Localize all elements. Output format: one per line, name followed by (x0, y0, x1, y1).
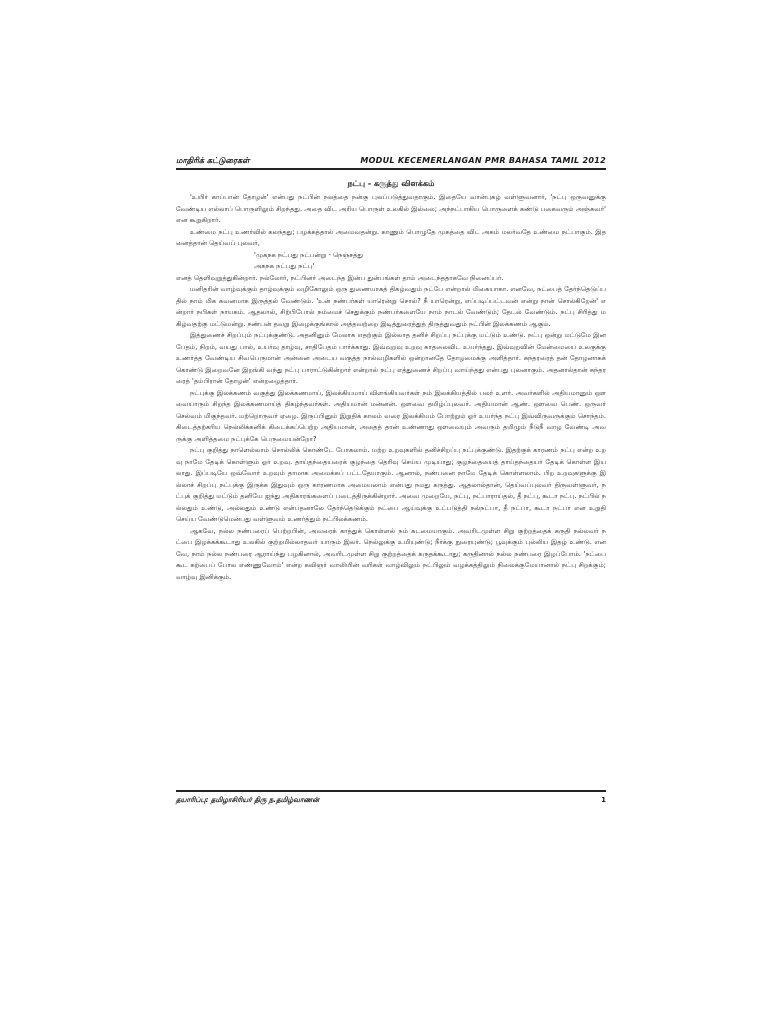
footer-rule (176, 790, 606, 792)
essay-body (176, 192, 606, 583)
paragraph: நட்புக்கு இலக்கணம் வகுத்து இலக்கணமாய், இலக்கியமாய் விளங்கியவர்கள் நம் இலக்கியத்தில் பலர் உளர். அவர்களில் அதியமானும் ஔவையாரும் சிறந்த இலக்கணமாய்த் திகழ்ந்தவர்கள். அதியமான் மன்னன். ஔவை தமிழ்ப்புலவர். அதியமான் ஆண். ஔவை பெண். ஒருவர் செல்வம் மிகுந்தவர். மற்றொருவர் ஏழை. இருப்பினும் இறுதிக் காலம் வரை இலக்கியம் போற்றும் ஓர் உயர்ந்த நட்பு இவ்விருவருக்கும் சொந்தம். கிடைத்தற்கரிய நெல்லிக்கனிக் கிடைக்கப்பெற்ற அதியமான், அதைத் தான் உண்ணாது ஔவையும் அவரும் தமிழும் நீடுநீ வாழ வேண்டி அவருக்கு அளித்தமை நட்புக்கே பெருமையன்றோ? (176, 388, 606, 443)
header-left-title: மாதிரிக் கட்டுரைகள் (176, 156, 250, 165)
page-header (176, 156, 606, 166)
page-number: 1 (601, 796, 606, 804)
paragraph: ஆகவே, நல்ல நண்பரைப் பெற்றபின், அவரைக் காத்துக் கொள்ளல் நம் கடமையாகும். அவரிடமுள்ள சிறு குற்றத்தைக் கருதி நல்லவர் நட்பை இழக்கக்கூடாது உலகில் குற்றமில்லாதவர் யாரும் இலர். நெல்லுக்கு உமியுண்டு; நீர்க்கு நுரையுண்டு; பூவுக்கும் புல்லிய இதழ் உண்டு. எனவே, நாம் நல்ல நண்பரை ஆராய்ந்து பழகினால், அவரிடமுள்ள சிறு குற்றத்தைக் கருதக்கூடாது; கருதினால் நல்ல நண்பரை இழப்போம். 'நட்பை கூட கற்பைப் போல எண்ணுவோம்' என்ற கவிஞர் வாலியின் வரிகள் வாழ்விலும் நட்பிலும் வழக்கத்திலும் நிலைக்குமேயானால் நட்பு சிறக்கும்; வாழ்வு இனிக்கும். (176, 526, 606, 581)
essay-title: நட்பு - கருத்து விளக்கம் (347, 179, 435, 188)
header-right-title: MODUL KECEMERLANGAN PMR BAHASA TAMIL 2012 (360, 156, 606, 165)
paragraph: எனத் தெளிவுறுத்துகின்றார். நல்லோர், நட்பினர் அடைந்த இன்ப துன்பங்கள் தாம் அடைந்ததாகவே நினைப்பர். (176, 273, 504, 282)
quote-line: அகநக நட்பது நட்பு' (254, 262, 315, 270)
paragraph: உண்மை நட்பு உணர்வில் கலந்தது; பழக்கத்தால் அமைவதன்று. காணும் பொழுதே முகத்தை விட அகம் மலர்வதே உண்மை நட்பாகும். இதனைத்தான் தெய்வப் புலவர், (176, 227, 606, 247)
footer-author: தயாரிப்பு: தமிழாசிரியர் திரு ந.தமிழ்வாணன் (176, 796, 320, 804)
quote-line: 'முகநக நட்பது நட்பன்று - நெஞ்சத்து (254, 250, 364, 259)
header-rule (176, 168, 606, 170)
page-footer (176, 795, 606, 805)
paragraph: மனிதரின் வாழ்வுக்கும் தாழ்வுக்கும் வழிகோலும் ஒரு துணையாகத் திகழ்வதும் நட்பே என்றால் மிகையாகா. எனவே, நட்பைத் தேர்ந்தெடுப்பதில் நாம் மிக கவனமாக இருத்தல் வேண்டும். 'உன் நண்பர்கள் யாரென்று சொல்? நீ யாரென்று, எப்படிப்பட்டவன் என்று நான் சொல்கிறேன்' என்றார் நபிகள் நாயகம். ஆதலால், சிற்பிபோல் நம்மைச் செதுக்கும் நண்பர்களையே நாம் நாடல் வேண்டும்; தேடல் வேண்டும். நட்பு சிரித்து மகிழ்வதற்கு மட்டுமன்று. நண்பன் தவறு இழைக்குங்கால் அத்தவற்றை இடித்துரைத்துத் திருத்துவதும் நட்பின் இலக்கணம் ஆகும். (176, 285, 606, 328)
paragraph: நட்பு குறித்து நாளெல்லாம் சொல்லிக் கொண்டே போகலாம். மற்ற உறவுகளில் தனிச்சிறப்பு நட்புக்குண்டு. இதற்குக் காரணம் நட்பு என்ற உறவு நாமே தேடிக் கொள்ளும் ஓர் உறவு. தாய்தந்தையரைக் குழந்தை தெரிவு செய்ய முடியாது; குழந்தையைத் தாய்தந்தையர் தேடிக் கொள்ள இயலாது. இப்படியே ஒவ்வோர் உறவும் தாமாக அமைக்கப் பட்டதேயாகும். ஆனால், நண்பனை நாமே தேடிக் கொள்ளலாம். பிற உறவுகளுக்கு இல்லாச் சிறப்பு நட்புக்கு இருக்க இதுவும் ஒரு காரணமாக அமையலாம் என்பது நமது கருத்து. ஆதலால்தான், தெய்வப்புலவர் திருவள்ளுவர், நட்புக் குறித்து மட்டும் தனியே ஐந்து அதிகாரங்களைப் படைத்திருக்கின்றார். அவை முறையே, நட்பு, நட்பாராய்தல், தீ நட்பு, கூடா நட்பு. நட்பில் நல்லதும் உண்டு, அல்லதும் உண்டு என்பதனாலே தேர்ந்தெடுக்கும் நட்பை ஆய்வுக்கு உட்படுத்தி நல்நட்பா, தீ நட்பா, கூடா நட்பா என உறுதி செய்ய வேண்டுமென்பது வள்ளுவம் உணர்த்தும் நட்பிலக்கணம். (176, 446, 606, 523)
paragraph: இத்துணைச் சிறப்பும் நட்புக்குண்டு. அதனினும் மேலாக எதற்கும் இல்லாத தனிச் சிறப்பு நட்புக்கு மட்டும் உண்டு. நட்பு ஒன்று மட்டுமே இனபேதம், நிறம், வயது பால், உயர்வு தாழ்வு, சாதிபேதம் பார்க்காது. இவ்வுறவு உறவு காதலைவிட உயர்ந்தது. இவ்வுறவின் மேன்மையை உலகுக்கு உணர்த்த வேண்டிய சிவபெருமான் அன்னை அடைய வகுத்த நால்வழிகளில் ஒன்றானதே தோழமைக்கு அளித்தார். சுந்தரரைத் தன் தோழனாகக் கொண்டு இறைவனே இறங்கி வந்து நட்பு பாராட்டுகின்றார் என்றால் நட்பு எத்துணைச் சிறப்பு வாய்ந்தது என்பது புலனாகும். அதனால்தான் சுந்தரரைத் 'தம்பிரான் தோழன்' என்றழைத்தார். (176, 331, 606, 385)
paragraph: 'உயிர் காப்பான் தோழன்' என்பது நட்பின் நலத்தை நன்கு புலப்படுத்துவதாகும். இதையே வான்புகழ் வள்ளுவனார், 'நட்பு ஒருவனுக்கு வேண்டிய எல்லாப் பொருளிலும் சிறந்தது. அதை விட அரிய பொருள் உலகில் இல்லை; அந்நட்பாகிய பொருளைக் கண்டு பகைவரும் அஞ்சுவர்' என கூறுகிறார். (176, 193, 606, 224)
